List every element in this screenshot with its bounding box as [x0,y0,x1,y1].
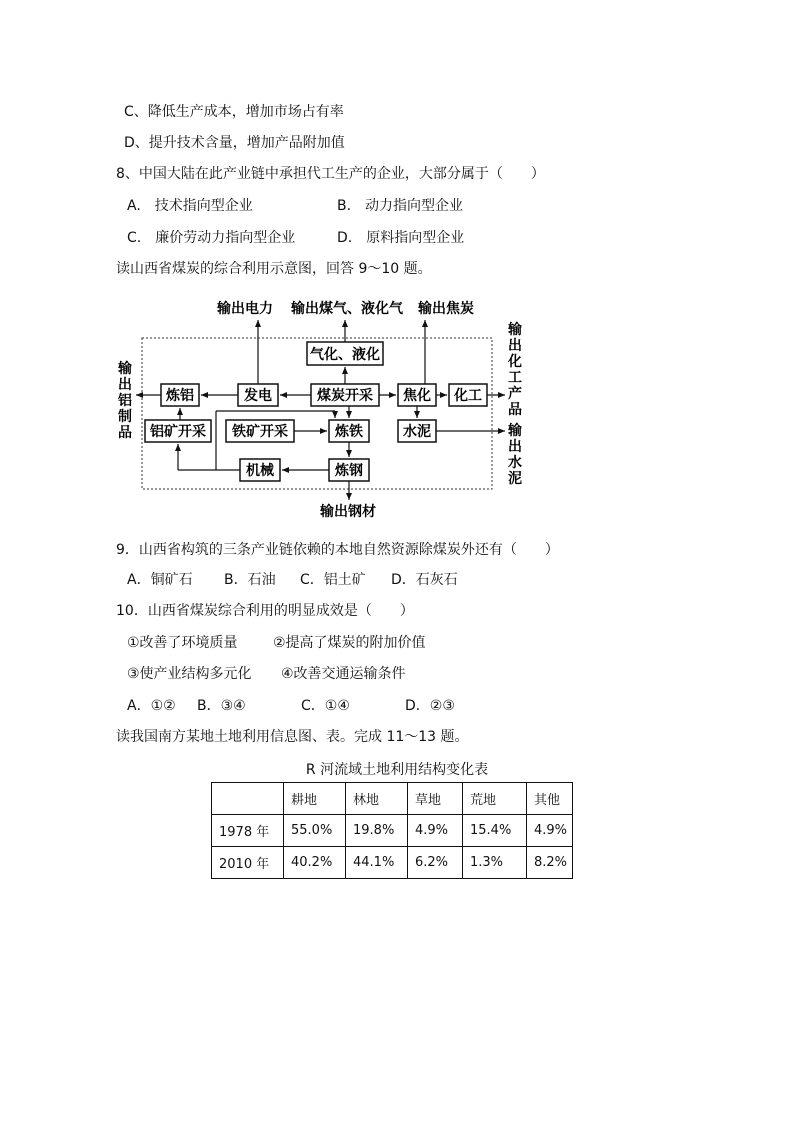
node-chemical: 化工 [454,388,482,404]
output-aluminum-label-5: 品 [118,425,132,441]
q8-option-b: B. 动力指向型企业 [337,198,464,214]
table-header-row [212,783,573,815]
node-power: 发电 [244,388,272,404]
table-cell: 19.8% [346,815,408,847]
q8-stem: 8、中国大陆在此产业链中承担代工生产的企业，大部分属于（ ） [116,166,545,182]
table-cell: 6.2% [408,847,463,879]
node-cement: 水泥 [403,424,431,440]
output-cement-label-1: 输 [508,423,522,439]
table-cell: 55.0% [284,815,346,847]
output-chemical-label-3: 化 [508,354,522,370]
table-header-cell: 草地 [408,783,463,815]
output-chemical-label-4: 工 [508,370,522,386]
q7-option-d: D、提升技术含量，增加产品附加值 [124,135,345,151]
table-row [212,815,573,847]
table-cell: 1978 年 [212,815,284,847]
table-cell: 8.2% [527,847,573,879]
output-chemical-label-2: 出 [508,338,522,354]
output-chemical-label-5: 产 [508,386,522,402]
output-aluminum-label-3: 铝 [118,393,132,409]
table-caption: R 河流域土地利用结构变化表 [305,762,489,778]
table-cell: 44.1% [346,847,408,879]
table-row [212,847,573,879]
output-gas-label: 输出煤气、液化气 [291,301,403,317]
q10-option-b: B．③④ [197,698,246,714]
table-cell: 2010 年 [212,847,284,879]
output-aluminum-label-1: 输 [118,361,132,377]
node-steel: 炼钢 [335,463,363,479]
q9-option-d: D．石灰石 [391,572,458,588]
output-coke-label: 输出焦炭 [418,301,474,317]
q8-option-c: C. 廉价劳动力指向型企业 [127,230,296,246]
output-cement-label-2: 出 [508,439,522,455]
node-iron-mining: 铁矿开采 [232,424,288,440]
output-cement-label-3: 水 [508,455,522,471]
output-steel-label: 输出钢材 [320,504,376,520]
node-coal-mining: 煤炭开采 [317,388,373,404]
q10-item-3: ③使产业结构多元化 [127,666,252,682]
output-aluminum-label-4: 制 [118,409,132,425]
q10-item-1: ①改善了环境质量 [127,635,238,651]
node-bauxite-mining: 铝矿开采 [150,424,206,440]
output-power-label: 输出电力 [217,301,273,317]
coal-utilization-diagram [0,0,794,530]
intro-9-10: 读山西省煤炭的综合利用示意图，回答 9～10 题。 [116,261,432,277]
table-header-cell: 林地 [346,783,408,815]
output-chemical-label-6: 品 [508,402,522,418]
q9-option-b: B．石油 [224,572,276,588]
table-cell: 4.9% [408,815,463,847]
output-cement-label-4: 泥 [508,471,522,487]
q7-option-c: C、降低生产成本，增加市场占有率 [124,104,344,120]
node-coking: 焦化 [403,388,431,404]
node-smelt-al: 炼铝 [166,388,194,404]
q10-item-2: ②提高了煤炭的附加价值 [273,635,426,651]
q9-stem: 9．山西省构筑的三条产业链依赖的本地自然资源除煤炭外还有（ ） [116,542,559,558]
output-chemical-label-1: 输 [508,322,522,338]
table-header-cell: 荒地 [463,783,527,815]
intro-11-13: 读我国南方某地土地利用信息图、表。完成 11～13 题。 [116,729,469,745]
node-smelt-iron: 炼铁 [335,424,363,440]
q10-stem: 10．山西省煤炭综合利用的明显成效是（ ） [116,603,414,619]
table-header-cell: 其他 [527,783,573,815]
table-cell: 1.3% [463,847,527,879]
table-cell: 15.4% [463,815,527,847]
land-use-table [211,782,573,879]
q10-item-4: ④改善交通运输条件 [281,666,406,682]
node-machinery: 机械 [246,463,274,479]
table-header-cell: 耕地 [284,783,346,815]
q8-option-a: A. 技术指向型企业 [127,198,253,214]
q9-option-a: A．铜矿石 [127,572,193,588]
q10-option-c: C．①④ [301,698,350,714]
table-cell: 40.2% [284,847,346,879]
table-header-cell [212,783,284,815]
q10-option-d: D．②③ [405,698,455,714]
q9-option-c: C．铝土矿 [300,572,366,588]
q8-option-d: D. 原料指向型企业 [337,230,465,246]
output-aluminum-label-2: 出 [118,377,132,393]
table-cell: 4.9% [527,815,573,847]
q10-option-a: A．①② [127,698,176,714]
node-gasify: 气化、液化 [310,347,380,363]
